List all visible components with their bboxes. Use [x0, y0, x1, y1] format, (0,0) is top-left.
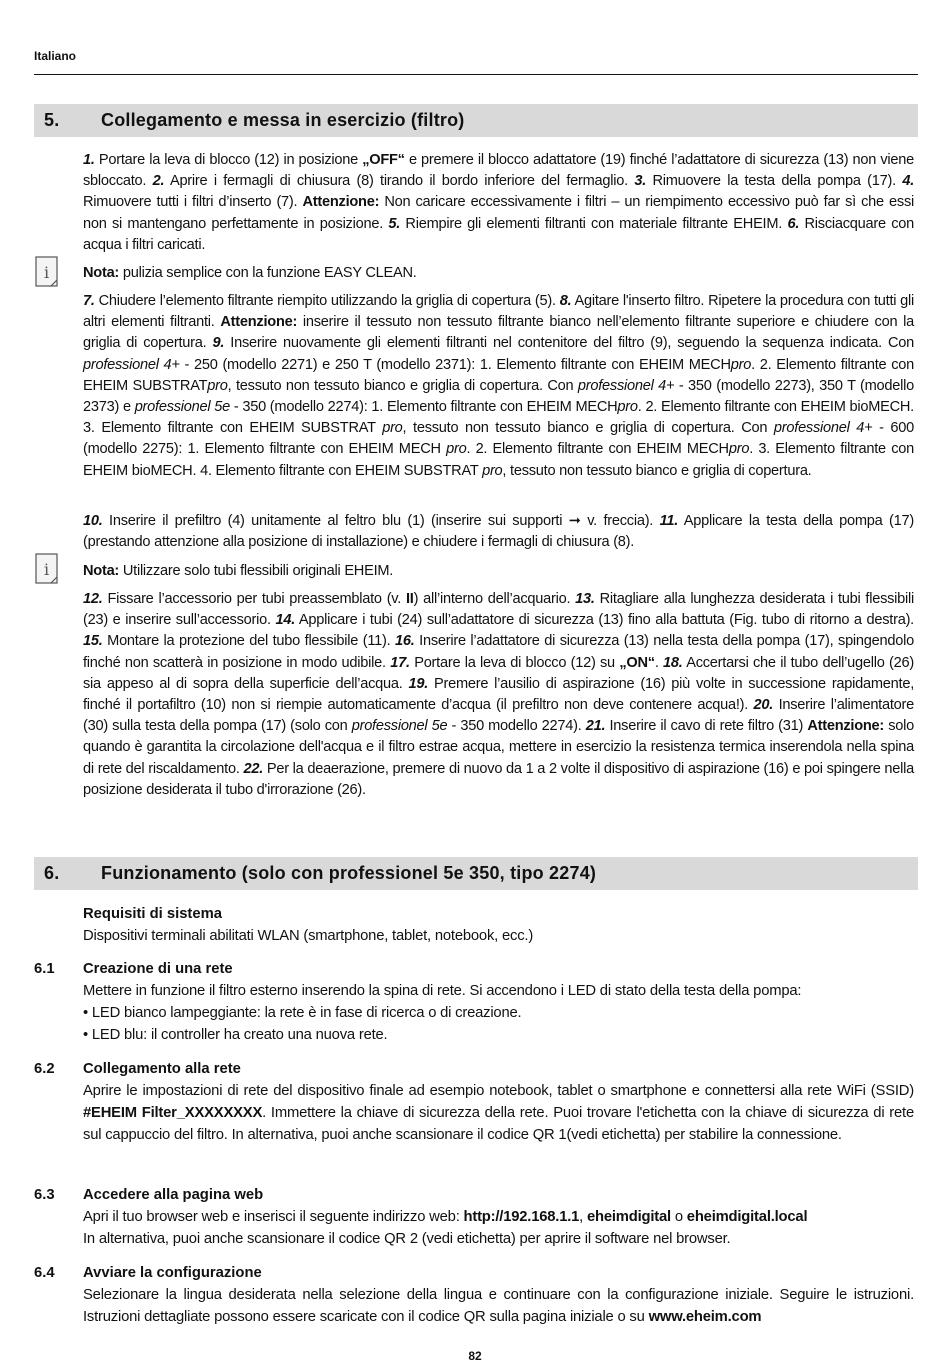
system-requirements-title: Requisiti di sistema	[83, 906, 222, 922]
header-language: Italiano	[34, 49, 77, 63]
subsection-number: 6.1	[34, 961, 55, 977]
subsection-number: 6.4	[34, 1265, 55, 1281]
subsection-title: Collegamento alla rete	[83, 1061, 241, 1077]
system-requirements-text: Dispositivi terminali abilitati WLAN (smartphone, tablet, notebook, ecc.)	[83, 928, 534, 944]
section-5-heading	[34, 104, 918, 137]
section-6-heading	[34, 857, 918, 890]
subsection-title: Creazione di una rete	[83, 961, 233, 977]
note-original-hoses: Nota: Utilizzare solo tubi flessibili originali EHEIM.	[83, 563, 394, 579]
info-note-icon	[35, 553, 59, 587]
note-easy-clean: Nota: pulizia semplice con la funzione EASY CLEAN.	[83, 265, 417, 281]
subsection-title: Avviare la configurazione	[83, 1265, 262, 1281]
section-5-steps-7-9: 7. Chiudere l’elemento filtrante riempito utilizzando la griglia di copertura (5). 8. Agitare l'inserto filtro. Ripetere la procedura con tutti gli altri elementi filtranti. Attenzione: inserire il tessuto non tessuto filtrante bianco nell’elemento filtrante superiore e chiudere con la griglia di copertura. 9. Inserire nuovamente gli elementi filtranti nel contenitore del filtro (9), seguendo la sequenza indicata. Con professionel 4+ - 250 (modello 2271) e 250 T (modello 2371): 1. Elemento filtrante con EHEIM MECHpro. 2. Elemento filtrante con EHEIM SUBSTRATpro, tessuto non tessuto bianco e griglia di copertura. Con professionel 4+ - 350 (modello 2273), 350 T (modello 2373) e professionel 5e - 350 (modello 2274): 1. Elemento filtrante con EHEIM MECHpro. 2. Elemento filtrante con EHEIM bioMECH. 3. Elemento filtrante con EHEIM SUBSTRAT pro, tessuto non tessuto bianco e griglia di copertura. Con professionel 4+ - 600 (modello 2275): 1. Elemento filtrante con EHEIM MECH pro. 2. Elemento filtrante con EHEIM MECHpro. 3. Elemento filtrante con EHEIM bioMECH. 4. Elemento filtrante con EHEIM SUBSTRAT pro, tessuto non tessuto bianco e griglia di copertura.	[83, 293, 915, 479]
svg-text:i: i	[43, 560, 50, 579]
subsection-body: Mettere in funzione il filtro esterno inserendo la spina di rete. Si accendono i LED di stato della testa della pompa: • LED bianco lampeggiante: la rete è in fase di ricerca o di creazione. • LED blu: il controller ha creato una nuova rete.	[83, 983, 802, 1043]
subsection-body: Aprire le impostazioni di rete del dispositivo finale ad esempio notebook, tablet o smartphone e connettersi alla rete WiFi (SSID) #EHEIM Filter_XXXXXXXX. Immettere la chiave di sicurezza della rete. Puoi trovare l'etichetta con la chiave di sicurezza di rete sul cappuccio del filtro. In alternativa, puoi anche scansionare il codice QR 1(vedi etichetta) per stabilire la connessione.	[83, 1083, 914, 1143]
subsection-body: Selezionare la lingua desiderata nella selezione della lingua e continuare con la configurazione iniziale. Seguire le istruzioni. Istruzioni dettagliate possono essere scaricate con il codice QR sulla pagina iniziale o su www.eheim.com	[83, 1287, 914, 1325]
section-5-number: 5.	[44, 110, 60, 130]
section-5-steps-1-6: 1. Portare la leva di blocco (12) in posizione „OFF“ e premere il blocco adattatore (19) finché l’adattatore di sicurezza (13) non viene sbloccato. 2. Aprire i fermagli di chiusura (8) tirando il bordo inferiore del fermaglio. 3. Rimuovere la testa della pompa (17). 4. Rimuovere tutti i filtri d’inserto (7). Attenzione: Non caricare eccessivamente i filtri – un riempimento eccessivo può far sì che essi non si mantengano perfettamente in posizione. 5. Riempire gli elementi filtranti con materiale filtrante EHEIM. 6. Risciacquare con acqua i filtri caricati.	[83, 152, 915, 253]
section-5-title: Collegamento e messa in esercizio (filtro)	[101, 110, 465, 130]
section-6-title: Funzionamento (solo con professionel 5e 350, tipo 2274)	[101, 863, 597, 883]
subsection-title: Accedere alla pagina web	[83, 1187, 264, 1203]
info-note-icon	[35, 256, 59, 290]
section-6-number: 6.	[44, 863, 60, 883]
svg-text:i: i	[43, 263, 50, 282]
subsection-number: 6.2	[34, 1061, 55, 1077]
section-5-steps-12-22: 12. Fissare l’accessorio per tubi preassemblato (v. II) all’interno dell’acquario. 13. Ritagliare alla lunghezza desiderata i tubi flessibili (23) e inserire sull’accessorio. 14. Applicare i tubi (24) sull’adattatore di sicurezza (13) fino alla battuta (Fig. tubo di ritorno a destra). 15. Montare la protezione del tubo flessibile (11). 16. Inserire l’adattatore di sicurezza (13) nella testa della pompa (17), spingendolo finché non scatterà in posizione in modo udibile. 17. Portare la leva di blocco (12) su „ON“. 18. Accertarsi che il tubo dell’ugello (26) sia appeso al di sopra della superficie dell’acqua. 19. Premere l’ausilio di aspirazione (16) più volte in successione rapidamente, finché il portafiltro (10) non si riempie automaticamente d’acqua (il prefiltro non deve contenere acqua!). 20. Inserire l’alimentatore (30) sulla testa della pompa (17) (solo con professionel 5e - 350 modello 2274). 21. Inserire il cavo di rete filtro (31) Attenzione: solo quando è garantita la circolazione dell'acqua e il filtro estrae acqua, mettere in esercizio la resistenza termica inserendola nella spina di rete del riscaldamento. 22. Per la deaerazione, premere di nuovo da 1 a 2 volte il dispositivo di aspirazione (16) e poi spingere nella posizione desiderata il tubo d'irrorazione (26).	[83, 591, 915, 798]
subsection-number: 6.3	[34, 1187, 55, 1203]
page-number: 82	[468, 1349, 482, 1363]
subsection-body: Apri il tuo browser web e inserisci il seguente indirizzo web: http://192.168.1.1, eheimdigital o eheimdigital.local In alternativa, puoi anche scansionare il codice QR 2 (vedi etichetta) per aprire il software nel browser.	[83, 1209, 808, 1247]
section-5-steps-10-11: 10. Inserire il prefiltro (4) unitamente al feltro blu (1) (inserire sui supporti ➞ v. freccia). 11. Applicare la testa della pompa (17) (prestando attenzione alla posizione di installazione) e chiudere i fermagli di chiusura (8).	[83, 513, 914, 551]
header-rule	[34, 74, 918, 75]
